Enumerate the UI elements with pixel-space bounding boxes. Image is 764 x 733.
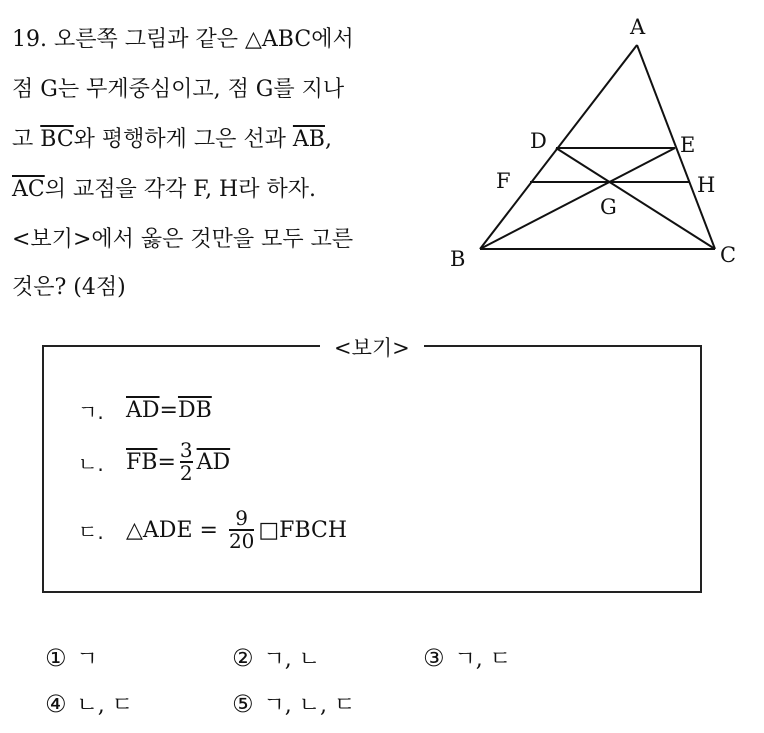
example-box-title: <보기> bbox=[320, 332, 424, 362]
question-line-3-pre: 고 bbox=[12, 127, 41, 152]
label-a: A bbox=[630, 15, 646, 39]
item-2-rhs: $\overline{AD}$ bbox=[196, 449, 231, 475]
item-3-fraction bbox=[229, 508, 254, 552]
item-3-eq: = bbox=[192, 517, 225, 543]
segment-ab: $\overline{AB}$ bbox=[292, 127, 325, 152]
item-1-rhs: $\overline{DB}$ bbox=[177, 398, 212, 423]
choice-3-number: ③ bbox=[423, 644, 445, 672]
question-line-6: 것은? (4점) bbox=[12, 275, 126, 300]
question-line-4-post: 의 교점을 각각 F, H라 하자. bbox=[44, 177, 316, 202]
choice-2-number: ② bbox=[232, 644, 254, 672]
choice-2-text: ㄱ, ㄴ bbox=[263, 647, 321, 672]
choice-1-text: ㄱ bbox=[76, 647, 98, 672]
item-1-lhs: $\overline{AD}$ bbox=[126, 398, 160, 423]
triangle-figure bbox=[440, 0, 764, 290]
choice-4-text: ㄴ, ㄷ bbox=[76, 693, 134, 718]
choice-1-number: ① bbox=[45, 644, 67, 672]
example-item-3 bbox=[78, 508, 347, 552]
question-line-3 bbox=[12, 122, 332, 153]
example-item-1 bbox=[78, 396, 212, 425]
label-f: F bbox=[496, 169, 511, 193]
choice-1[interactable] bbox=[45, 642, 98, 673]
choice-5-number: ⑤ bbox=[232, 690, 254, 718]
item-3-numerator: 9 bbox=[235, 506, 249, 530]
item-1-mark: ㄱ. bbox=[78, 400, 104, 424]
item-2-eq: = bbox=[157, 449, 176, 475]
choice-2[interactable] bbox=[232, 642, 320, 673]
segment-bc: $\overline{BC}$ bbox=[40, 127, 74, 152]
choice-4-number: ④ bbox=[45, 690, 67, 718]
label-g: G bbox=[600, 195, 617, 219]
label-d: D bbox=[530, 129, 547, 153]
choice-4[interactable] bbox=[45, 688, 133, 719]
question-line-5: <보기>에서 옳은 것만을 모두 고른 bbox=[12, 227, 354, 252]
question-line-4 bbox=[12, 172, 316, 203]
item-2-mark: ㄴ. bbox=[78, 451, 104, 476]
label-e: E bbox=[680, 133, 696, 157]
item-3-rhs: □FBCH bbox=[258, 517, 348, 543]
question-line-3-post: , bbox=[324, 127, 332, 152]
choice-5-text: ㄱ, ㄴ, ㄷ bbox=[263, 693, 356, 718]
question-line-1: 19. 오른쪽 그림과 같은 △ABC에서 bbox=[12, 27, 354, 52]
question-line-3-mid: 와 평행하게 그은 선과 bbox=[73, 127, 293, 152]
question-line-2: 점 G는 무게중심이고, 점 G를 지나 bbox=[12, 77, 345, 102]
item-2-denominator: 2 bbox=[179, 461, 193, 485]
choice-3[interactable] bbox=[423, 642, 511, 673]
segment-ac: $\overline{AC}$ bbox=[12, 177, 45, 202]
item-3-denominator: 20 bbox=[228, 529, 255, 553]
item-2-fraction bbox=[180, 440, 193, 484]
segment-dc bbox=[556, 148, 715, 249]
item-3-lhs: △ADE bbox=[126, 517, 193, 543]
label-b: B bbox=[450, 247, 466, 271]
label-h: H bbox=[697, 173, 716, 197]
item-2-lhs: $\overline{FB}$ bbox=[126, 449, 158, 475]
choice-3-text: ㄱ, ㄷ bbox=[454, 647, 512, 672]
item-2-numerator: 3 bbox=[179, 438, 193, 462]
label-c: C bbox=[720, 243, 737, 267]
segment-be bbox=[480, 148, 675, 249]
choice-5[interactable] bbox=[232, 688, 355, 719]
item-1-eq: = bbox=[159, 398, 178, 423]
item-3-mark: ㄷ. bbox=[78, 519, 104, 544]
example-item-2 bbox=[78, 440, 230, 484]
